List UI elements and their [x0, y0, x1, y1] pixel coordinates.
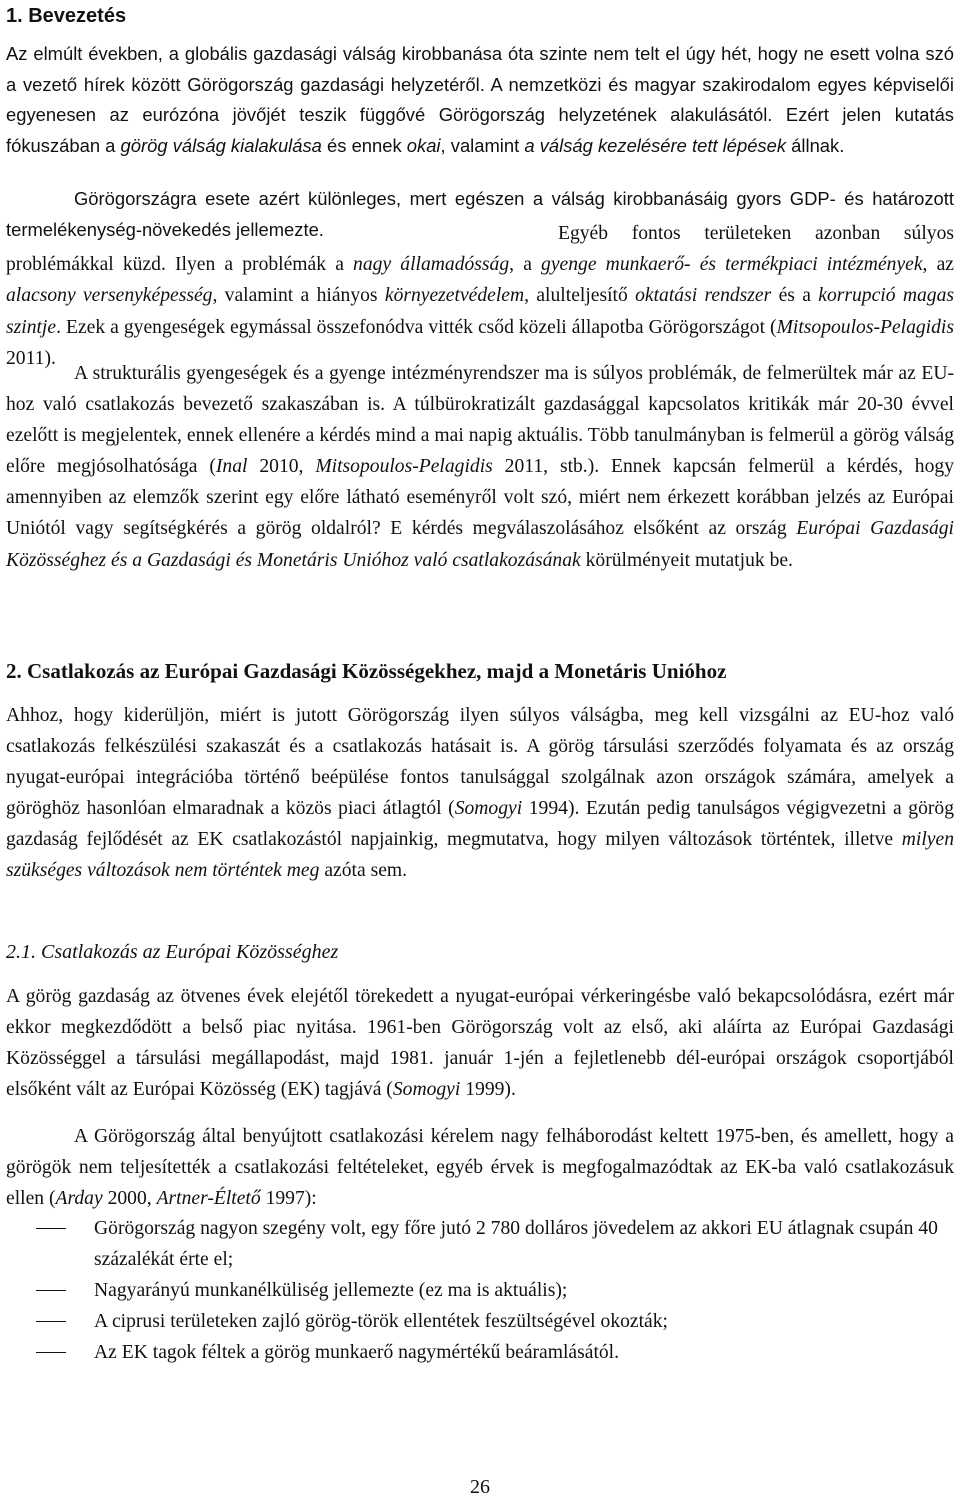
- italic-text-run: Inal: [215, 456, 248, 478]
- italic-text-run: korrupció magas szintje: [6, 285, 955, 338]
- application-paragraph: [6, 1121, 954, 1214]
- text-run: 2011).: [6, 347, 56, 369]
- text-run: 1999).: [460, 1079, 516, 1101]
- italic-text-run: Arday: [55, 1188, 103, 1210]
- dash-bullet-icon: [36, 1352, 66, 1353]
- italic-text-run: Artner-Éltető: [156, 1188, 261, 1210]
- section-1-heading: 1. Bevezetés: [6, 5, 127, 27]
- text-run: , az: [922, 254, 954, 276]
- problems-paragraph: [6, 218, 954, 374]
- italic-text-run: Mitsopoulos-Pelagidis: [776, 316, 954, 338]
- section-2-heading: 2. Csatlakozás az Európai Gazdasági Közösségekhez, majd a Monetáris Unióhoz: [6, 659, 727, 683]
- text-run: 2011, stb.). Ennek kapcsán felmerül a kérdés, hogy amennyiben az elemzők szerint egy előre látható eseményről volt szó, miért nem érkezett korábban jelzés az Európai Uniótól vagy segítségkérés a görög oldalról? E kérdés megválaszolásához elsőként az ország: [6, 456, 954, 540]
- text-run: és a: [771, 285, 819, 307]
- italic-text-run: okai: [406, 135, 441, 157]
- structural-weakness-paragraph: [6, 358, 954, 576]
- italic-text-run: milyen szükséges változások nem történtek meg: [6, 829, 954, 882]
- dash-bullet-icon: [36, 1290, 66, 1291]
- italic-text-run: Európai Gazdasági Közösséghez és a Gazdasági és Monetáris Unióhoz való csatlakozásának: [6, 518, 954, 571]
- text-run: 2010,: [247, 456, 316, 478]
- text-run: állnak.: [786, 135, 845, 157]
- section-2-1-heading: 2.1. Csatlakozás az Európai Közösséghez: [6, 941, 339, 963]
- italic-text-run: a válság kezelésére tett lépések: [524, 135, 787, 157]
- text-run: A strukturális gyengeségek és a gyenge intézményrendszer ma is súlyos problémák, de felmerültek már az EU-hoz való csatlakozás bevezető szakaszában is. A túlbürokratizált gazdasággal kapcsolatos kritikák már 20-30 évvel ezelőtt is megjelentek, ennek ellenére a kérdés mind a mai napig aktuális. Több tanulmányban is felmerül a görög válság előre megjósolhatósága (: [6, 363, 954, 478]
- text-run: A görög gazdaság az ötvenes évek elejétől törekedett a nyugat-európai vérkeringésbe való bekapcsolódásra, ezért már ekkor megkezdődött a belső piac nyitása. 1961-ben Görögország volt az első, aki aláírta az Európai Gazdasági Közösséggel a társulási megállapodást, majd 1981. január 1-jén a fejletlenebb dél-európai országok csoportjából elsőként vált az Európai Közösség (EK) tagjává (: [6, 986, 954, 1101]
- text-run: 1997):: [260, 1188, 317, 1210]
- italic-text-run: görög válság kialakulása: [120, 135, 322, 157]
- ec-accession-paragraph: [6, 981, 954, 1105]
- italic-text-run: gyenge munkaerő- és termékpiaci intézmények: [541, 254, 923, 276]
- italic-text-run: nagy államadósság: [353, 254, 510, 276]
- italic-text-run: alacsony versenyképesség: [6, 285, 213, 307]
- list-item-text: A ciprusi területeken zajló görög-török ellentétek feszültségével okozták;: [94, 1311, 668, 1333]
- text-run: körülményeit mutatjuk be.: [580, 549, 793, 571]
- list-item: [6, 1275, 954, 1306]
- list-item-text: Az EK tagok féltek a görög munkaerő nagymértékű beáramlásától.: [94, 1342, 620, 1364]
- text-run: A Görögország által benyújtott csatlakozási kérelem nagy felháborodást keltett 1975-ben, és amellett, hogy a görögök nem teljesítették a csatlakozási feltételeket, egyéb érvek is megfogalmazódtak az EK-ba való csatlakozásuk ellen (: [6, 1126, 954, 1210]
- dash-bullet-icon: [36, 1321, 66, 1322]
- text-run: , alulteljesítő: [524, 285, 636, 307]
- text-run: Ahhoz, hogy kiderüljön, miért is jutott Görögország ilyen súlyos válságba, meg kell vizsgálni az EU-hoz való csatlakozás felkészülési szakaszát és a csatlakozás hatásait is. A görög társulási szerződés folyamata és az ország nyugat-európai integrációba történő beépülése fontos tanulsággal szolgálnak azon országok számára, amelyek a göröghöz hasonlóan elmaradnak a közös piaci átlagtól (: [6, 705, 954, 820]
- page-number: 26: [470, 1476, 490, 1498]
- italic-text-run: Mitsopoulos-Pelagidis: [315, 456, 493, 478]
- italic-text-run: környezetvédelem: [384, 285, 525, 307]
- text-run: , a: [509, 254, 542, 276]
- italic-text-run: Somogyi: [392, 1079, 461, 1101]
- italic-text-run: oktatási rendszer: [635, 285, 772, 307]
- list-item-text: Görögország nagyon szegény volt, egy főre jutó 2 780 dolláros jövedelem az akkori EU átlagnak csupán 40 százalékát érte el;: [94, 1218, 938, 1271]
- accession-intro-paragraph: [6, 700, 954, 887]
- text-run: . Ezek a gyengeségek egymással összefonódva vitték csőd közeli állapotba Görögországot (: [56, 316, 777, 338]
- list-item: [6, 1337, 954, 1368]
- text-run: , valamint a hiányos: [212, 285, 385, 307]
- text-run: 1994). Ezután pedig tanulságos végigvezetni a görög gazdaság fejlődését az EK csatlakozástól napjainkig, megmutatva, hogy milyen változások történtek, illetve: [6, 798, 955, 851]
- italic-text-run: Somogyi: [454, 798, 523, 820]
- text-run: és ennek: [321, 135, 407, 157]
- list-item: [6, 1306, 954, 1337]
- text-run: Az elmúlt években, a globális gazdasági válság kirobbanása óta szinte nem telt el úgy hét, hogy ne esett volna szó a vezető hírek között Görögország gazdasági helyzetéről. A nemzetközi és magyar szakirodalom egyes képviselői egyenesen az eurózóna jövőjét teszik függővé Görögország helyzetének alakulásától. Ezért jelen kutatás fókuszában a: [6, 43, 954, 157]
- text-run: Görögországra esete azért különleges, mert egészen a válság kirobbanásáig gyors GDP- és határozott termelékenység-növekedés jellemezte.: [6, 188, 954, 240]
- dash-bullet-icon: [36, 1228, 66, 1229]
- text-run: 2000,: [102, 1188, 157, 1210]
- list-item: [6, 1213, 954, 1275]
- arguments-list: [6, 1213, 954, 1368]
- text-run: azóta sem.: [319, 860, 408, 882]
- intro-paragraph: [6, 39, 954, 162]
- text-run: Egyéb fontos területeken azonban súlyos problémákkal küzd. Ilyen a problémák a: [6, 223, 954, 276]
- list-item-text: Nagyarányú munkanélküliség jellemezte (ez ma is aktuális);: [94, 1280, 568, 1302]
- text-run: , valamint: [440, 135, 525, 157]
